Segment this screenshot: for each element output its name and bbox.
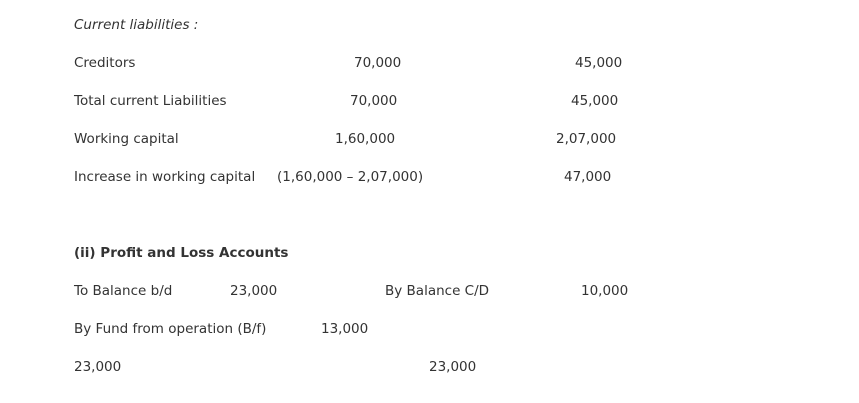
fund-from-operation-label: By Fund from operation (B/f): [74, 321, 267, 337]
total-current-liabilities-col1: 70,000: [350, 93, 398, 109]
fund-from-operation-amount: 13,000: [321, 321, 369, 337]
increase-working-capital-col2: 47,000: [564, 169, 612, 185]
increase-working-capital-label: Increase in working capital: [74, 169, 256, 185]
balance-cd-amount: 10,000: [581, 283, 629, 299]
total-current-liabilities-col2: 45,000: [571, 93, 619, 109]
working-capital-col1: 1,60,000: [335, 131, 396, 147]
current-liabilities-heading: Current liabilities :: [74, 17, 199, 33]
increase-working-capital-col1: (1,60,000 – 2,07,000): [277, 169, 424, 185]
total-left: 23,000: [74, 359, 122, 375]
working-capital-label: Working capital: [74, 131, 179, 147]
profit-loss-heading: (ii) Profit and Loss Accounts: [74, 245, 289, 261]
balance-cd-label: By Balance C/D: [385, 283, 490, 299]
creditors-col2: 45,000: [575, 55, 623, 71]
creditors-label: Creditors: [74, 55, 136, 71]
working-capital-col2: 2,07,000: [556, 131, 617, 147]
creditors-col1: 70,000: [354, 55, 402, 71]
total-current-liabilities-label: Total current Liabilities: [74, 93, 227, 109]
balance-bd-label: To Balance b/d: [74, 283, 173, 299]
total-right: 23,000: [429, 359, 477, 375]
balance-bd-amount: 23,000: [230, 283, 278, 299]
